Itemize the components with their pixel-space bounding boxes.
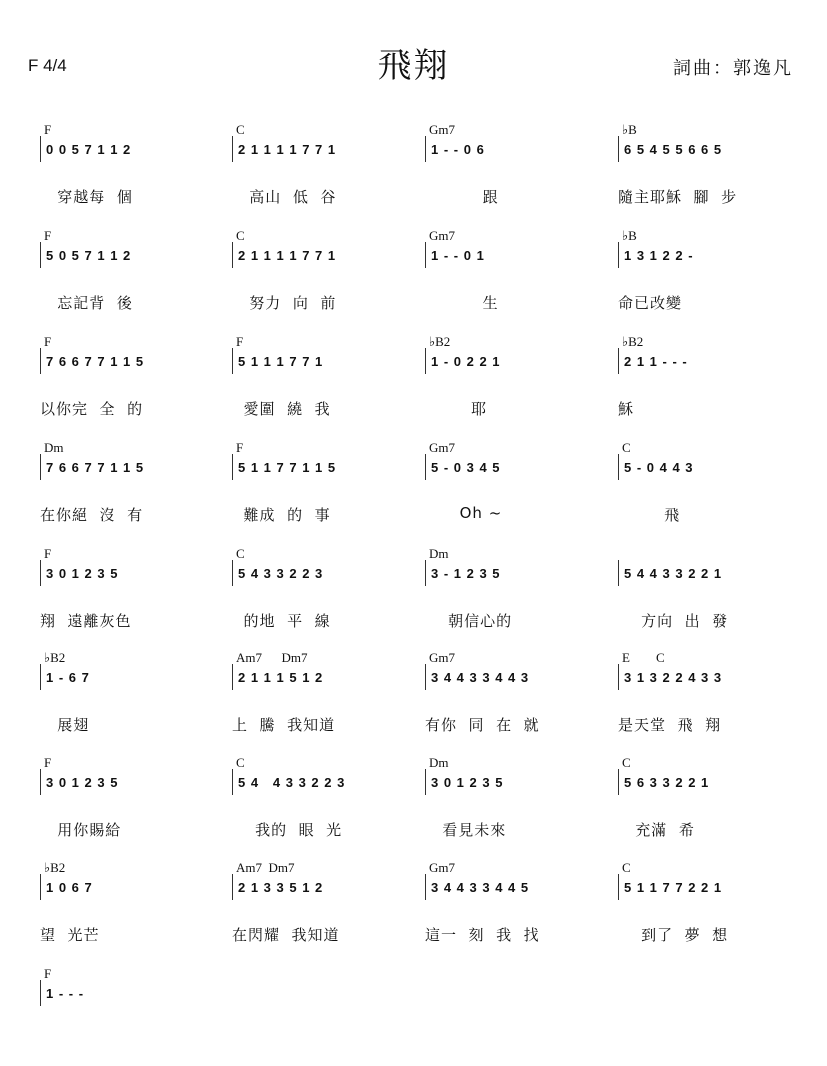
measure-cell	[232, 122, 417, 222]
lyric-line: 努力 向 前	[232, 294, 337, 312]
chord-symbol: E C	[622, 650, 665, 665]
bar-line	[425, 874, 426, 900]
bar-line	[232, 874, 233, 900]
chord-symbol: Gm7	[429, 228, 455, 243]
numbered-notes: 5 - 0 4 4 3	[624, 460, 694, 475]
measure-cell	[425, 122, 610, 222]
chord-symbol: C	[236, 755, 245, 770]
bar-line	[425, 454, 426, 480]
bar-line	[425, 560, 426, 586]
chord-symbol: Gm7	[429, 860, 455, 875]
bar-line	[40, 454, 41, 480]
chord-symbol: ♭B	[622, 228, 637, 243]
lyric-line: 方向 出 發	[618, 612, 729, 630]
lyric-line: 飛	[618, 506, 681, 524]
bar-line	[425, 348, 426, 374]
measure-cell	[40, 334, 225, 434]
bar-line	[40, 136, 41, 162]
bar-line	[232, 664, 233, 690]
measure-cell	[40, 755, 225, 855]
lyric-line: 生	[425, 294, 499, 312]
measure-cell	[618, 860, 803, 960]
measure-cell	[232, 650, 417, 750]
numbered-notes: 5 1 1 7 7 1 1 5	[238, 460, 337, 475]
bar-line	[232, 560, 233, 586]
measure-cell	[232, 860, 417, 960]
lyric-line: 穌	[618, 400, 635, 418]
lyric-line: 在閃耀 我知道	[232, 926, 340, 944]
numbered-notes: 1 - 0 2 2 1	[431, 354, 501, 369]
chord-symbol: Dm	[44, 440, 64, 455]
lyric-line: 到了 夢 想	[618, 926, 729, 944]
lyric-line: 命已改變	[618, 294, 683, 312]
numbered-notes: 5 4 4 3 3 2 2 1	[624, 566, 723, 581]
measure-cell	[425, 546, 610, 646]
lyric-line: 以你完 全 的	[40, 400, 144, 418]
measure-cell	[618, 755, 803, 855]
chord-symbol: C	[622, 860, 631, 875]
numbered-notes: 1 3 1 2 2 -	[624, 248, 694, 263]
measure-cell	[425, 755, 610, 855]
numbered-notes: 3 4 4 3 3 4 4 5	[431, 880, 530, 895]
numbered-notes: 3 1 3 2 2 4 3 3	[624, 670, 723, 685]
numbered-notes: 2 1 1 1 1 7 7 1	[238, 142, 337, 157]
bar-line	[618, 454, 619, 480]
lyric-line: 愛圍 繞 我	[232, 400, 331, 418]
lyric-line: 用你賜給	[40, 821, 122, 839]
measure-cell	[425, 334, 610, 434]
lyric-line: 在你絕 沒 有	[40, 506, 144, 524]
lyric-line: 穿越每 個	[40, 188, 133, 206]
numbered-notes: 7 6 6 7 7 1 1 5	[46, 460, 145, 475]
chord-symbol: C	[622, 440, 631, 455]
numbered-notes: 5 1 1 1 7 7 1	[238, 354, 324, 369]
chord-symbol: ♭B2	[44, 650, 66, 665]
chord-symbol: F	[44, 546, 52, 561]
bar-line	[232, 348, 233, 374]
bar-line	[618, 664, 619, 690]
numbered-notes: 5 0 5 7 1 1 2	[46, 248, 132, 263]
bar-line	[40, 560, 41, 586]
lyric-line: Oh ~	[425, 504, 503, 522]
lyric-line: 充滿 希	[618, 821, 695, 839]
numbered-notes: 2 1 1 1 1 7 7 1	[238, 248, 337, 263]
numbered-notes: 1 - - 0 1	[431, 248, 485, 263]
lyric-line: 的地 平 線	[232, 612, 331, 630]
bar-line	[425, 769, 426, 795]
chord-symbol: Dm	[429, 546, 449, 561]
measure-cell	[618, 334, 803, 434]
chord-symbol: F	[236, 334, 244, 349]
numbered-notes: 3 4 4 3 3 4 4 3	[431, 670, 530, 685]
measure-cell	[618, 440, 803, 540]
measure-cell	[232, 966, 417, 1066]
measure-cell	[425, 440, 610, 540]
bar-line	[232, 136, 233, 162]
numbered-notes: 6 5 4 5 5 6 6 5	[624, 142, 723, 157]
bar-line	[40, 874, 41, 900]
lyric-line: 高山 低 谷	[232, 188, 337, 206]
lyric-line: 上 騰 我知道	[232, 716, 336, 734]
measure-cell	[618, 546, 803, 646]
measure-cell	[232, 546, 417, 646]
lyric-line: 我的 眼 光	[232, 821, 343, 839]
lyric-line: 望 光芒	[40, 926, 100, 944]
bar-line	[618, 560, 619, 586]
numbered-notes: 2 1 1 1 5 1 2	[238, 670, 324, 685]
composer-credit: 詞曲：郭逸凡	[673, 58, 793, 79]
chord-symbol: C	[236, 122, 245, 137]
chord-symbol: F	[44, 966, 52, 981]
numbered-notes: 1 - - -	[46, 986, 85, 1001]
lyric-line: 翔 遠離灰色	[40, 612, 132, 630]
lyric-line: 難成 的 事	[232, 506, 331, 524]
measure-cell	[425, 860, 610, 960]
numbered-notes: 3 0 1 2 3 5	[46, 566, 119, 581]
chord-symbol: F	[44, 228, 52, 243]
numbered-notes: 1 - 6 7	[46, 670, 90, 685]
measure-cell	[40, 122, 225, 222]
bar-line	[40, 348, 41, 374]
measure-cell	[425, 228, 610, 328]
bar-line	[40, 664, 41, 690]
chord-symbol: C	[236, 546, 245, 561]
lyric-line: 跟	[425, 188, 499, 206]
numbered-notes: 1 - - 0 6	[431, 142, 485, 157]
chord-symbol: F	[236, 440, 244, 455]
bar-line	[232, 454, 233, 480]
chord-symbol: Am7 Dm7	[236, 860, 295, 875]
numbered-notes: 7 6 6 7 7 1 1 5	[46, 354, 145, 369]
lyric-line: 忘記背 後	[40, 294, 133, 312]
numbered-notes: 3 0 1 2 3 5	[431, 775, 504, 790]
measure-cell	[40, 966, 225, 1066]
numbered-notes: 3 - 1 2 3 5	[431, 566, 501, 581]
measure-cell	[618, 650, 803, 750]
numbered-notes: 5 4 4 3 3 2 2 3	[238, 775, 346, 790]
measure-cell	[425, 966, 610, 1066]
measure-cell	[618, 122, 803, 222]
numbered-notes: 5 6 3 3 2 2 1	[624, 775, 710, 790]
measure-cell	[40, 546, 225, 646]
numbered-notes: 3 0 1 2 3 5	[46, 775, 119, 790]
measure-cell	[232, 228, 417, 328]
lyric-line: 朝信心的	[425, 612, 513, 630]
measure-cell	[40, 440, 225, 540]
chord-symbol: ♭B2	[429, 334, 451, 349]
chord-symbol: C	[236, 228, 245, 243]
measure-cell	[232, 440, 417, 540]
lyric-line: 是天堂 飛 翔	[618, 716, 722, 734]
bar-line	[232, 242, 233, 268]
numbered-notes: 5 1 1 7 7 2 2 1	[624, 880, 723, 895]
lyric-line: 這一 刻 我 找	[425, 926, 540, 944]
chord-symbol: C	[622, 755, 631, 770]
bar-line	[425, 664, 426, 690]
bar-line	[425, 136, 426, 162]
chord-symbol: ♭B2	[622, 334, 644, 349]
bar-line	[618, 769, 619, 795]
chord-symbol: Gm7	[429, 440, 455, 455]
numbered-notes: 2 1 1 - - -	[624, 354, 688, 369]
measure-cell	[618, 228, 803, 328]
lyric-line: 有你 同 在 就	[425, 716, 540, 734]
numbered-notes: 5 - 0 3 4 5	[431, 460, 501, 475]
measure-cell	[232, 755, 417, 855]
measure-cell	[618, 966, 803, 1066]
chord-symbol: F	[44, 755, 52, 770]
numbered-notes: 0 0 5 7 1 1 2	[46, 142, 132, 157]
measure-cell	[40, 650, 225, 750]
bar-line	[618, 136, 619, 162]
lyric-line: 看見未來	[425, 821, 507, 839]
chord-symbol: Am7 Dm7	[236, 650, 308, 665]
measure-cell	[232, 334, 417, 434]
bar-line	[232, 769, 233, 795]
bar-line	[40, 769, 41, 795]
chord-symbol: F	[44, 334, 52, 349]
chord-symbol: Dm	[429, 755, 449, 770]
bar-line	[618, 874, 619, 900]
chord-symbol: ♭B	[622, 122, 637, 137]
lyric-line: 隨主耶穌 腳 步	[618, 188, 738, 206]
lyric-line: 展翅	[40, 716, 90, 734]
measure-cell	[425, 650, 610, 750]
measure-cell	[40, 860, 225, 960]
chord-symbol: Gm7	[429, 650, 455, 665]
chord-symbol: ♭B2	[44, 860, 66, 875]
numbered-notes: 5 4 3 3 2 2 3	[238, 566, 324, 581]
numbered-notes: 1 0 6 7	[46, 880, 93, 895]
chord-symbol: F	[44, 122, 52, 137]
lyric-line: 耶	[425, 400, 488, 418]
bar-line	[425, 242, 426, 268]
bar-line	[40, 242, 41, 268]
measure-cell	[40, 228, 225, 328]
bar-line	[618, 348, 619, 374]
numbered-notes: 2 1 3 3 5 1 2	[238, 880, 324, 895]
chord-symbol: Gm7	[429, 122, 455, 137]
key-signature: F 4/4	[28, 56, 67, 75]
bar-line	[618, 242, 619, 268]
bar-line	[40, 980, 41, 1006]
song-title: 飛翔	[377, 46, 450, 86]
